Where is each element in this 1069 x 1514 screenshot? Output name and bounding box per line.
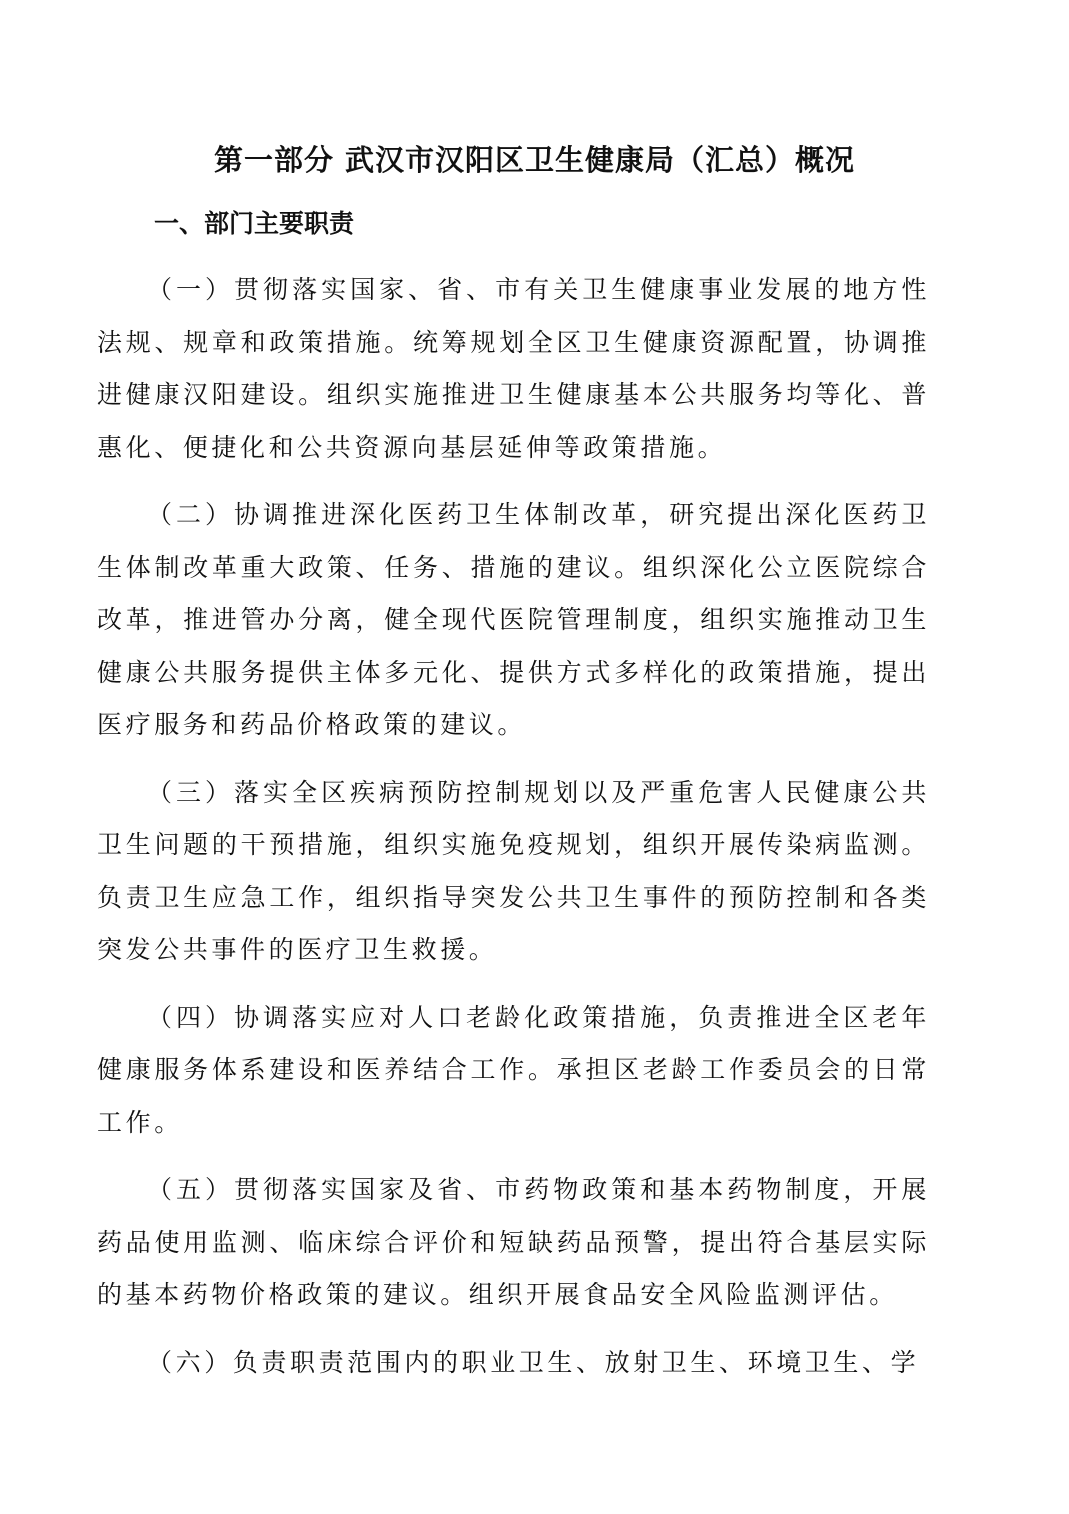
- paragraph-6: （六）负责职责范围内的职业卫生、放射卫生、环境卫生、学: [147, 1347, 920, 1377]
- section-heading: 一、部门主要职责: [154, 209, 355, 238]
- paragraph-4: （四）协调落实应对人口老龄化政策措施，负责推进全区老年健康服务体系建设和医养结合工作。承担区老龄工作委员会的日常工作。: [97, 1002, 930, 1137]
- paragraph-5: （五）贯彻落实国家及省、市药物政策和基本药物制度，开展药品使用监测、临床综合评价和短缺药品预警，提出符合基层实际的基本药物价格政策的建议。组织开展食品安全风险监测评估。: [97, 1175, 930, 1309]
- paragraph-1: （一）贯彻落实国家、省、市有关卫生健康事业发展的地方性法规、规章和政策措施。统筹规划全区卫生健康资源配置，协调推进健康汉阳建设。组织实施推进卫生健康基本公共服务均等化、普惠化、便捷化和公共资源向基层延伸等政策措施。: [97, 275, 930, 462]
- paragraph-3: （三）落实全区疾病预防控制规划以及严重危害人民健康公共卫生问题的干预措施，组织实施免疫规划，组织开展传染病监测。负责卫生应急工作，组织指导突发公共卫生事件的预防控制和各类突发公共事件的医疗卫生救援。: [97, 777, 930, 964]
- paragraph-2: （二）协调推进深化医药卫生体制改革，研究提出深化医药卫生体制改革重大政策、任务、措施的建议。组织深化公立医院综合改革，推进管办分离，健全现代医院管理制度，组织实施推动卫生健康公共服务提供主体多元化、提供方式多样化的政策措施，提出医疗服务和药品价格政策的建议。: [97, 500, 930, 739]
- page-title: 第一部分 武汉市汉阳区卫生健康局（汇总）概况: [213, 143, 856, 177]
- document-body: [97, 264, 930, 1389]
